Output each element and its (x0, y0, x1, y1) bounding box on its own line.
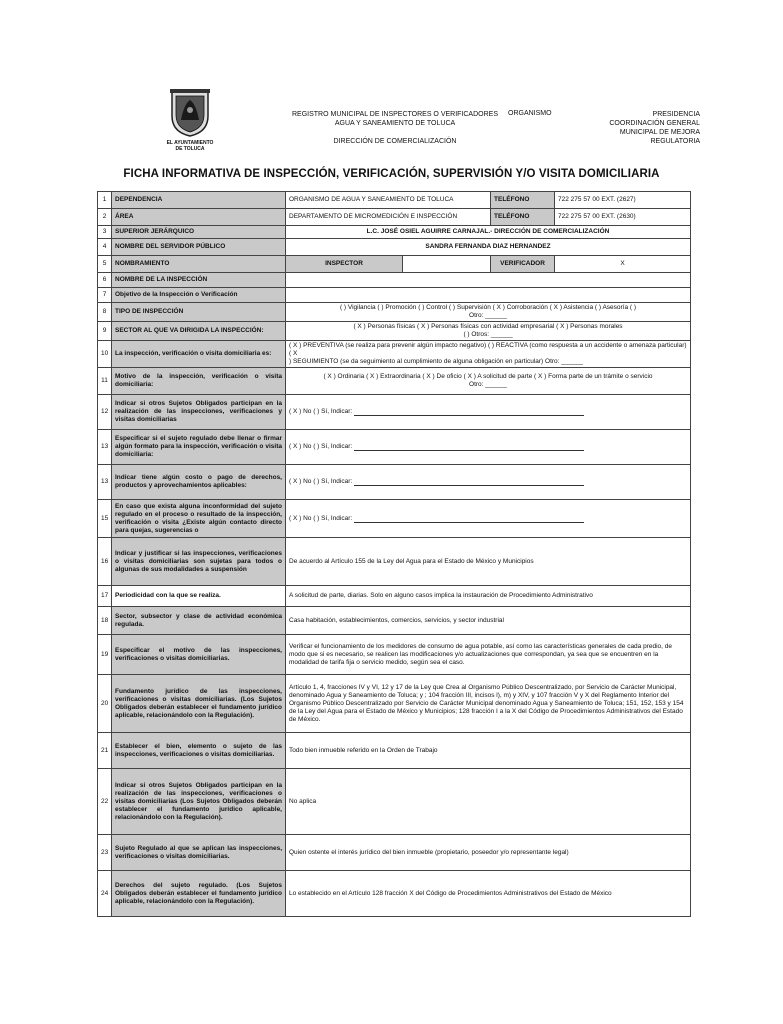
row-label: NOMBRE DE LA INSPECCIÓN (112, 273, 286, 288)
row-number: 22 (98, 769, 112, 835)
form-row (98, 430, 691, 465)
row-label: ÁREA (112, 209, 286, 226)
row-label: SUPERIOR JERÁRQUICO (112, 226, 286, 239)
row-value: Quien ostente el interés jurídico del bien inmueble (propietario, poseedor y/o representante legal) (286, 835, 691, 871)
row-label: Sujeto Regulado al que se aplican las inspecciones, verificaciones o visitas domiciliarias. (112, 835, 286, 871)
row-label: Sector, subsector y clase de actividad económica regulada. (112, 607, 286, 635)
row-number: 13 (98, 430, 112, 465)
header-subdirection: DIRECCIÓN DE COMERCIALIZACIÓN (333, 138, 457, 145)
inspection-type-options: ( ) Vigilancia ( ) Promoción ( ) Control ( ) Supervisión ( X ) Corroboración ( X ) Asistencia ( ) Asesoría ( ) (339, 304, 637, 311)
header-registry-line1: REGISTRO MUNICIPAL DE INSPECTORES O VERIFICADORES (291, 111, 498, 118)
row-label: DEPENDENCIA (112, 192, 286, 209)
form-row (98, 209, 691, 226)
coat-of-arms-icon (168, 88, 212, 138)
row-label: Indicar tiene algún costo o pago de derechos, productos y aprovechamientos aplicables: (112, 465, 286, 500)
header-presidency-line3: MUNICIPAL DE MEJORA (619, 129, 700, 136)
form-row (98, 273, 691, 288)
phone-value: 722 275 57 00 EXT. (2630) (555, 209, 691, 226)
row-number: 16 (98, 538, 112, 586)
row-value (286, 500, 691, 538)
answer-options: ( X ) No ( ) Sí, Indicar: (289, 514, 353, 522)
form-row (98, 733, 691, 769)
row-number: 18 (98, 607, 112, 635)
row-label: Fundamento jurídico de las inspecciones, verificaciones o visitas domiciliarias. (Los Sujetos Obligados deberán establecer el fundamento jurídico aplicable, relacionándolo con la Regulación). (112, 675, 286, 733)
row-number: 24 (98, 871, 112, 917)
row-value (286, 341, 691, 368)
header-registry-line2: AGUA Y SANEAMIENTO DE TOLUCA (334, 120, 456, 127)
row-number: 3 (98, 226, 112, 239)
row-number: 15 (98, 500, 112, 538)
header-presidency (590, 110, 700, 146)
form-row (98, 500, 691, 538)
row-value (286, 430, 691, 465)
inspection-type-other: Otro: ______ (469, 312, 507, 319)
row-value (286, 273, 691, 288)
form-row (98, 303, 691, 322)
row-value: De acuerdo al Artículo 155 de la Ley del Agua para el Estado de México y Municipios (286, 538, 691, 586)
row-value: Todo bien inmueble referido en la Orden de Trabajo (286, 733, 691, 769)
row-value: Artículo 1, 4, fracciones IV y VI, 12 y 17 de la Ley que Crea al Organismo Público Descentralizado, por Servicio de Carácter Municipal, denominado Agua y Saneamiento de Toluca; y ; 104 fracción III, incisos l), m) y XIV, y 107 fracción V y X del Reglamento Interior del Organismo Público Descentralizado por Servicio de Carácter Municipal denominado Agua y Saneamiento de Toluca; 151, 152, 153 y 154 de la Ley del Agua para el Estado de México y Municipios; 128 fracción I a la X del Código de Procedimientos Administrativos del Estado de México. (286, 675, 691, 733)
form-row (98, 465, 691, 500)
inspector-mark (403, 256, 491, 273)
row-value (286, 465, 691, 500)
row-label: Establecer el bien, elemento o sujeto de las inspecciones, verificaciones o visitas domiciliarias. (112, 733, 286, 769)
row-label: Indicar si otros Sujetos Obligados participan en la realización de las inspecciones, verificaciones y visitas domiciliarias (112, 395, 286, 430)
row-number: 10 (98, 341, 112, 368)
row-number: 7 (98, 288, 112, 303)
row-number: 21 (98, 733, 112, 769)
row-label: Especificar el motivo de las inspecciones, verificaciones o visitas domiciliarias. (112, 635, 286, 675)
row-value: L.C. JOSÉ OSIEL AGUIRRE CARNAJAL.- DIRECCIÓN DE COMERCIALIZACIÓN (286, 226, 691, 239)
answer-options: ( X ) No ( ) Sí, Indicar: (289, 443, 353, 450)
row-value: DEPARTAMENTO DE MICROMEDICIÓN E INSPECCIÓN (286, 209, 491, 226)
fill-line (354, 409, 584, 416)
form-row (98, 256, 691, 273)
row-value: ORGANISMO DE AGUA Y SANEAMIENTO DE TOLUCA (286, 192, 491, 209)
row-value: Lo establecido en el Artículo 128 fracción X del Código de Procedimientos Administrativos del Estado de México (286, 871, 691, 917)
motive-other: Otro: ______ (469, 381, 507, 388)
row-value: A solicitud de parte, diarias. Solo en alguno casos implica la instauración de Procedimiento Administrativo (286, 586, 691, 607)
answer-options: ( X ) No ( ) Sí, Indicar: (289, 408, 353, 415)
row-value (286, 303, 691, 322)
form-row (98, 322, 691, 341)
row-number: 4 (98, 239, 112, 256)
row-value (286, 322, 691, 341)
verificador-label: VERIFICADOR (491, 256, 555, 273)
form-row (98, 607, 691, 635)
row-value (286, 288, 691, 303)
row-number: 20 (98, 675, 112, 733)
inspection-form-table (97, 191, 691, 917)
row-number: 12 (98, 395, 112, 430)
row-number: 13 (98, 465, 112, 500)
row-number: 2 (98, 209, 112, 226)
inspector-label: INSPECTOR (286, 256, 403, 273)
sector-other: ( ) Otros: ______ (463, 331, 513, 338)
row-label: La inspección, verificación o visita domiciliaria es: (112, 341, 286, 368)
row-number: 23 (98, 835, 112, 871)
seal-caption: EL AYUNTAMIENTO DE TOLUCA (166, 140, 214, 152)
answer-options: ( X ) No ( ) Sí, Indicar: (289, 478, 353, 485)
row-number: 19 (98, 635, 112, 675)
row-number: 1 (98, 192, 112, 209)
form-row (98, 871, 691, 917)
preventive-options: ( X ) PREVENTIVA (se realiza para prevenir algún impacto negativo) ( ) REACTIVA (como respuesta a un accidente o amenaza particular) ( X (289, 342, 687, 357)
row-label: Objetivo de la Inspección o Verificación (112, 288, 286, 303)
fill-line (354, 516, 584, 523)
form-row (98, 635, 691, 675)
form-row (98, 769, 691, 835)
form-row (98, 192, 691, 209)
row-label: Especificar si el sujeto regulado debe llenar o firmar algún formato para la inspección, verificación o visita domiciliaria: (112, 430, 286, 465)
row-label: En caso que exista alguna inconformidad del sujeto regulado en el proceso o resultado de la inspección, verificación o visita ¿Existe algún contacto directo para quejas, sugerencias o (112, 500, 286, 538)
fill-line (354, 444, 584, 451)
row-label: NOMBRAMIENTO (112, 256, 286, 273)
form-row (98, 288, 691, 303)
motive-options: ( X ) Ordinaria ( X ) Extraordinaria ( X ) De oficio ( X ) A solicitud de parte ( X ) Forma parte de un trámite o servicio (323, 373, 653, 380)
form-row (98, 586, 691, 607)
form-row (98, 538, 691, 586)
header-presidency-line2: COORDINACIÓN GENERAL (609, 120, 700, 127)
form-row (98, 395, 691, 430)
form-row (98, 226, 691, 239)
row-number: 17 (98, 586, 112, 607)
form-row (98, 675, 691, 733)
fill-line (354, 479, 584, 486)
header-org-label: ORGANISMO (508, 110, 552, 117)
row-number: 9 (98, 322, 112, 341)
row-value (286, 395, 691, 430)
verificador-mark: X (555, 256, 691, 273)
row-label: NOMBRE DEL SERVIDOR PÚBLICO (112, 239, 286, 256)
phone-value: 722 275 57 00 EXT. (2627) (555, 192, 691, 209)
header-presidency-line4: REGULATORIA (650, 138, 700, 145)
form-row (98, 341, 691, 368)
row-label: Periodicidad con la que se realiza. (112, 586, 286, 607)
municipal-seal (158, 88, 222, 152)
form-row (98, 368, 691, 395)
row-value: Casa habitación, establecimientos, comercios, servicios, y sector industrial (286, 607, 691, 635)
header-registry (285, 110, 505, 128)
sector-options: ( X ) Personas físicas ( X ) Personas físicas con actividad empresarial ( X ) Personas morales (353, 323, 623, 330)
row-number: 5 (98, 256, 112, 273)
row-label: Motivo de la inspección, verificación o visita domiciliaria: (112, 368, 286, 395)
row-number: 8 (98, 303, 112, 322)
row-value (286, 368, 691, 395)
row-value: No aplica (286, 769, 691, 835)
header-presidency-line1: PRESIDENCIA (652, 111, 700, 118)
followup-options: ) SEGUIMIENTO (se da seguimiento al cumplimiento de alguna obligación en particular) Otro: ______ (289, 358, 583, 365)
row-value: Verificar el funcionamiento de los medidores de consumo de agua potable, así como las características generales de cada predio, de modo que si es necesario, se realicen las modificaciones y/o actualizaciones que correspondan, ya sea que se encuentren en la modalidad de tarifa fija o servicio medido, según sea el caso. (286, 635, 691, 675)
row-value: SANDRA FERNANDA DIAZ HERNANDEZ (286, 239, 691, 256)
form-row (98, 835, 691, 871)
row-label: Indicar si otros Sujetos Obligados participan en la realización de las inspecciones, verificaciones o visitas domiciliarias (Los Sujetos Obligados deberán establecer el fundamento jurídico aplicable, relacionándolo con la Regulación). (112, 769, 286, 835)
form-row (98, 239, 691, 256)
row-number: 6 (98, 273, 112, 288)
phone-label: TELÉFONO (491, 192, 555, 209)
page-title: FICHA INFORMATIVA DE INSPECCIÓN, VERIFICACIÓN, SUPERVISIÓN Y/O VISITA DOMICILIARIA (123, 168, 660, 180)
row-label: TIPO DE INSPECCIÓN (112, 303, 286, 322)
row-label: SECTOR AL QUE VA DIRIGIDA LA INSPECCIÓN: (112, 322, 286, 341)
phone-label: TELÉFONO (491, 209, 555, 226)
row-label: Indicar y justificar si las inspecciones, verificaciones o visitas domiciliarias son sujetas para todos o algunas de sus modalidades a suspensión (112, 538, 286, 586)
row-label: Derechos del sujeto regulado. (Los Sujetos Obligados deberán establecer el fundamento jurídico aplicable, relacionándolo con la Regulación). (112, 871, 286, 917)
row-number: 11 (98, 368, 112, 395)
